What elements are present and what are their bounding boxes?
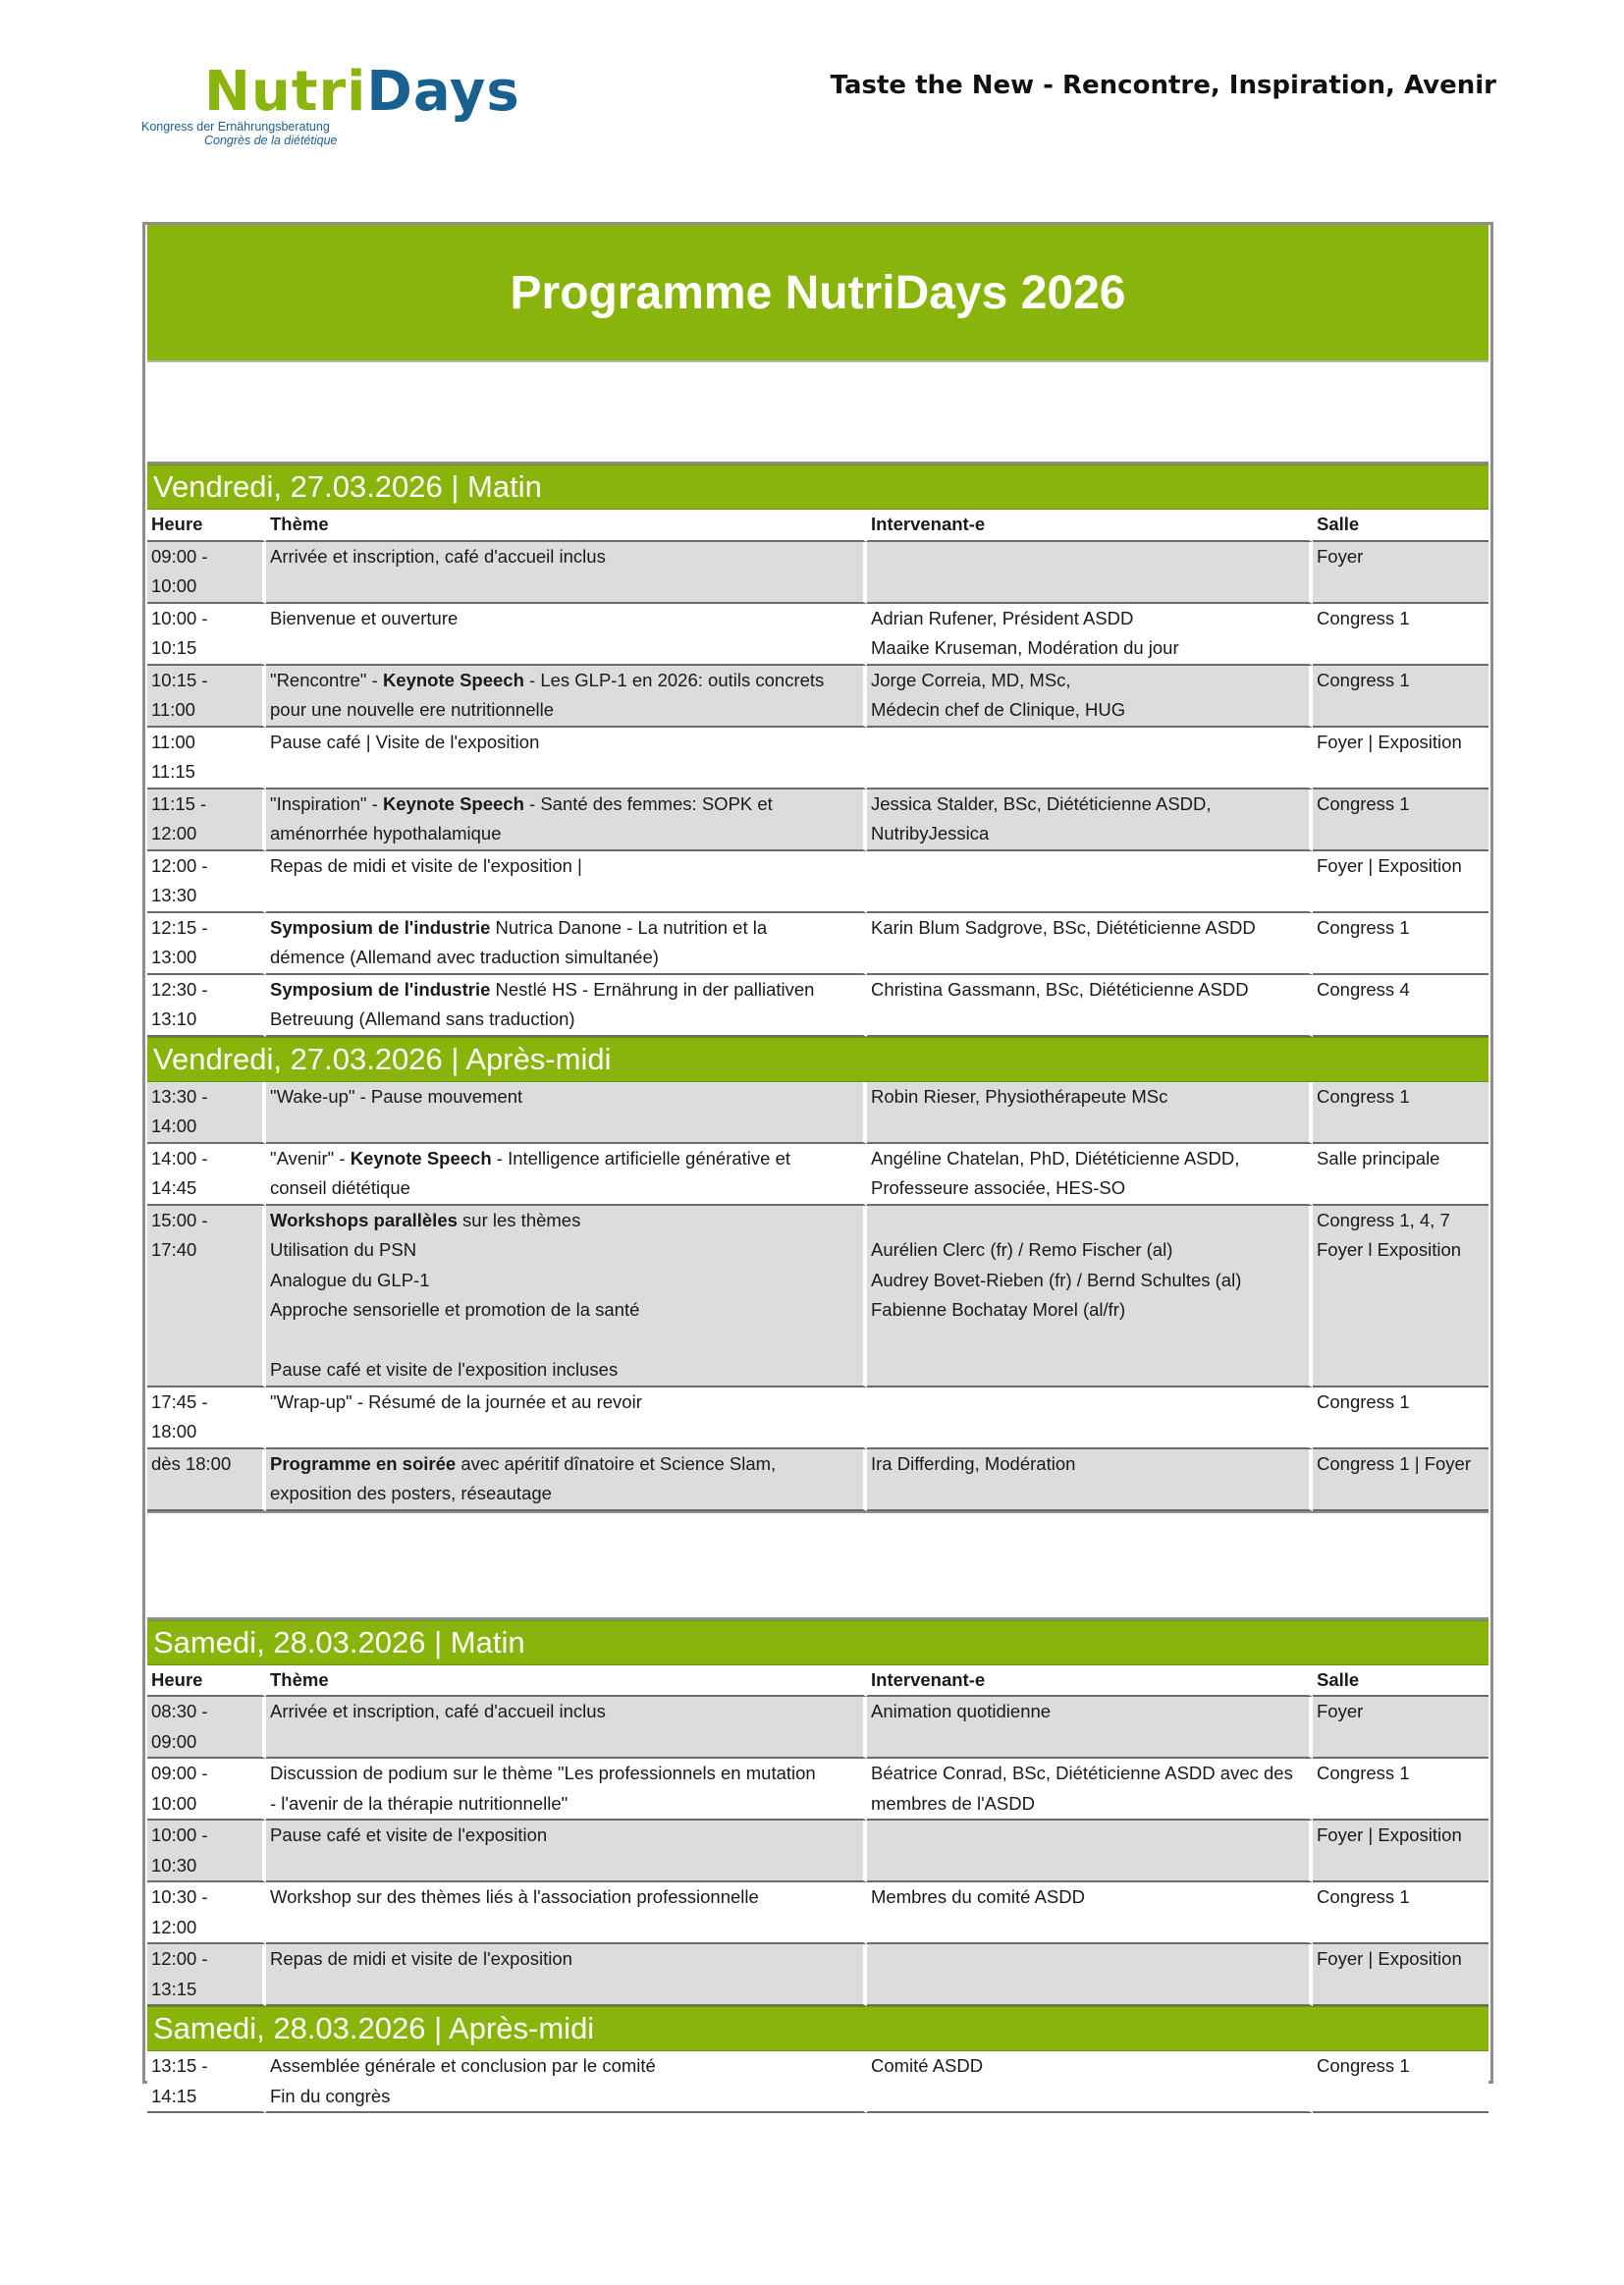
- table-cell: 12:00 - 13:15: [147, 1944, 266, 2006]
- table-cell: Repas de midi et visite de l'exposition |: [266, 851, 867, 913]
- table-cell: Karin Blum Sadgrove, BSc, Diététicienne ASDD: [867, 913, 1313, 975]
- table-row: [147, 1759, 1489, 1821]
- table-cell: 09:00 - 10:00: [147, 542, 266, 604]
- table-row: [147, 1944, 1489, 2006]
- table-row: [147, 789, 1489, 851]
- table-row: [147, 1082, 1489, 1144]
- table-cell: 10:15 - 11:00: [147, 666, 266, 728]
- table-cell: Aurélien Clerc (fr) / Remo Fischer (al) Audrey Bovet-Rieben (fr) / Bernd Schultes (al) Fabienne Bochatay Morel (al/fr): [867, 1206, 1313, 1387]
- day-heading: Vendredi, 27.03.2026 | Après-midi: [147, 1037, 1489, 1082]
- table-row: [147, 542, 1489, 604]
- table-cell: 09:00 - 10:00: [147, 1759, 266, 1821]
- table-cell: 13:15 - 14:15: [147, 2051, 266, 2113]
- table-row: [147, 728, 1489, 789]
- table-row: [147, 1387, 1489, 1449]
- table-cell: Christina Gassmann, BSc, Diététicienne ASDD: [867, 975, 1313, 1037]
- table-cell: "Rencontre" - Keynote Speech - Les GLP-1 en 2026: outils concrets pour une nouvelle ere nutritionnelle: [266, 666, 867, 728]
- table-cell: Adrian Rufener, Président ASDD Maaike Kruseman, Modération du jour: [867, 604, 1313, 666]
- table-cell: 12:15 - 13:00: [147, 913, 266, 975]
- table-cell: Arrivée et inscription, café d'accueil inclus: [266, 1697, 867, 1759]
- header-tagline: Taste the New - Rencontre, Inspiration, Avenir: [830, 71, 1496, 100]
- table-row: [147, 1821, 1489, 1882]
- table-cell: Pause café et visite de l'exposition: [266, 1821, 867, 1882]
- table-cell: [867, 1821, 1313, 1882]
- table-cell: Membres du comité ASDD: [867, 1882, 1313, 1944]
- table-cell: Symposium de l'industrie Nutrica Danone - La nutrition et la démence (Allemand avec traduction simultanée): [266, 913, 867, 975]
- table-cell: Congress 1 | Foyer: [1313, 1449, 1489, 1511]
- table-cell: Foyer: [1313, 1697, 1489, 1759]
- logo-wordmark: NutriDays: [204, 60, 520, 124]
- table-row: [147, 604, 1489, 666]
- table-row: [147, 851, 1489, 913]
- table-cell: Programme en soirée avec apéritif dînatoire et Science Slam, exposition des posters, réseautage: [266, 1449, 867, 1511]
- schedule-table: [147, 1082, 1489, 1511]
- table-cell: Jessica Stalder, BSc, Diététicienne ASDD, NutribyJessica: [867, 789, 1313, 851]
- table-cell: 12:00 - 13:30: [147, 851, 266, 913]
- program-frame: [142, 222, 1493, 2106]
- table-cell: Angéline Chatelan, PhD, Diététicienne ASDD, Professeure associée, HES-SO: [867, 1144, 1313, 1206]
- table-cell: Congress 4: [1313, 975, 1489, 1037]
- day-heading: Samedi, 28.03.2026 | Après-midi: [147, 2006, 1489, 2051]
- table-cell: 10:00 - 10:15: [147, 604, 266, 666]
- table-cell: [867, 728, 1313, 789]
- table-cell: 15:00 - 17:40: [147, 1206, 266, 1387]
- table-cell: Discussion de podium sur le thème "Les professionnels en mutation - l'avenir de la thérapie nutritionnelle": [266, 1759, 867, 1821]
- table-row: [147, 913, 1489, 975]
- table-row: [147, 2051, 1489, 2113]
- table-cell: dès 18:00: [147, 1449, 266, 1511]
- table-cell: 14:00 - 14:45: [147, 1144, 266, 1206]
- schedule-table: [147, 510, 1489, 1037]
- nutridays-logo: [137, 60, 520, 159]
- table-cell: Ira Differding, Modération: [867, 1449, 1313, 1511]
- day-heading: Vendredi, 27.03.2026 | Matin: [147, 464, 1489, 510]
- table-cell: "Wake-up" - Pause mouvement: [266, 1082, 867, 1144]
- table-cell: Assemblée générale et conclusion par le comité Fin du congrès: [266, 2051, 867, 2113]
- table-cell: 10:30 - 12:00: [147, 1882, 266, 1944]
- table-cell: Béatrice Conrad, BSc, Diététicienne ASDD avec des membres de l'ASDD: [867, 1759, 1313, 1821]
- table-cell: Jorge Correia, MD, MSc, Médecin chef de Clinique, HUG: [867, 666, 1313, 728]
- col-header-theme: Thème: [266, 510, 867, 542]
- col-header-speaker: Intervenant-e: [867, 1665, 1313, 1698]
- table-cell: Symposium de l'industrie Nestlé HS - Ernährung in der palliativen Betreuung (Allemand sans traduction): [266, 975, 867, 1037]
- table-cell: Arrivée et inscription, café d'accueil inclus: [266, 542, 867, 604]
- table-cell: Congress 1: [1313, 1882, 1489, 1944]
- table-cell: Foyer: [1313, 542, 1489, 604]
- table-cell: 11:15 - 12:00: [147, 789, 266, 851]
- table-row: [147, 1206, 1489, 1387]
- table-cell: Workshops parallèles sur les thèmes Utilisation du PSN Analogue du GLP-1 Approche sensorielle et promotion de la santé Pause café et visite de l'exposition incluses: [266, 1206, 867, 1387]
- table-cell: 17:45 - 18:00: [147, 1387, 266, 1449]
- table-cell: Congress 1: [1313, 913, 1489, 975]
- schedule-table: [147, 2051, 1489, 2113]
- table-row: [147, 975, 1489, 1037]
- table-cell: Bienvenue et ouverture: [266, 604, 867, 666]
- table-cell: Comité ASDD: [867, 2051, 1313, 2113]
- table-cell: Salle principale: [1313, 1144, 1489, 1206]
- table-cell: Pause café | Visite de l'exposition: [266, 728, 867, 789]
- table-header-row: [147, 510, 1489, 542]
- table-cell: Foyer | Exposition: [1313, 1944, 1489, 2006]
- table-cell: 08:30 - 09:00: [147, 1697, 266, 1759]
- table-cell: Congress 1: [1313, 1759, 1489, 1821]
- spacer-top: [147, 362, 1489, 464]
- table-cell: Congress 1: [1313, 789, 1489, 851]
- table-cell: Robin Rieser, Physiothérapeute MSc: [867, 1082, 1313, 1144]
- table-cell: 13:30 - 14:00: [147, 1082, 266, 1144]
- logo-subtitle-fr: Congrès de la diététique: [204, 134, 338, 147]
- day-heading: Samedi, 28.03.2026 | Matin: [147, 1620, 1489, 1665]
- table-cell: Congress 1: [1313, 604, 1489, 666]
- spacer-middle: [147, 1511, 1489, 1620]
- table-cell: Foyer | Exposition: [1313, 728, 1489, 789]
- table-row: [147, 1882, 1489, 1944]
- col-header-time: Heure: [147, 1665, 266, 1698]
- table-cell: Foyer | Exposition: [1313, 851, 1489, 913]
- table-cell: "Avenir" - Keynote Speech - Intelligence artificielle générative et conseil diététique: [266, 1144, 867, 1206]
- table-header-row: [147, 1665, 1489, 1698]
- table-cell: [867, 1944, 1313, 2006]
- col-header-theme: Thème: [266, 1665, 867, 1698]
- table-cell: 12:30 - 13:10: [147, 975, 266, 1037]
- table-cell: 11:00 11:15: [147, 728, 266, 789]
- table-cell: Workshop sur des thèmes liés à l'association professionnelle: [266, 1882, 867, 1944]
- table-cell: "Wrap-up" - Résumé de la journée et au revoir: [266, 1387, 867, 1449]
- table-cell: Congress 1: [1313, 1387, 1489, 1449]
- table-row: [147, 1449, 1489, 1511]
- table-cell: [867, 1387, 1313, 1449]
- col-header-time: Heure: [147, 510, 266, 542]
- table-cell: [867, 851, 1313, 913]
- table-row: [147, 1697, 1489, 1759]
- table-cell: [867, 542, 1313, 604]
- table-cell: Foyer | Exposition: [1313, 1821, 1489, 1882]
- col-header-room: Salle: [1313, 1665, 1489, 1698]
- table-cell: Congress 1, 4, 7 Foyer l Exposition: [1313, 1206, 1489, 1387]
- table-cell: Repas de midi et visite de l'exposition: [266, 1944, 867, 2006]
- title-bar: [147, 225, 1489, 362]
- table-cell: 10:00 - 10:30: [147, 1821, 266, 1882]
- table-row: [147, 666, 1489, 728]
- table-row: [147, 1144, 1489, 1206]
- table-cell: Congress 1: [1313, 666, 1489, 728]
- logo-subtitle-de: Kongress der Ernährungsberatung: [141, 120, 330, 134]
- schedule-table: [147, 1665, 1489, 2007]
- table-cell: Congress 1: [1313, 1082, 1489, 1144]
- table-cell: "Inspiration" - Keynote Speech - Santé des femmes: SOPK et aménorrhée hypothalamique: [266, 789, 867, 851]
- table-cell: Animation quotidienne: [867, 1697, 1313, 1759]
- col-header-speaker: Intervenant-e: [867, 510, 1313, 542]
- table-cell: Congress 1: [1313, 2051, 1489, 2113]
- page-title: Programme NutriDays 2026: [510, 266, 1126, 319]
- col-header-room: Salle: [1313, 510, 1489, 542]
